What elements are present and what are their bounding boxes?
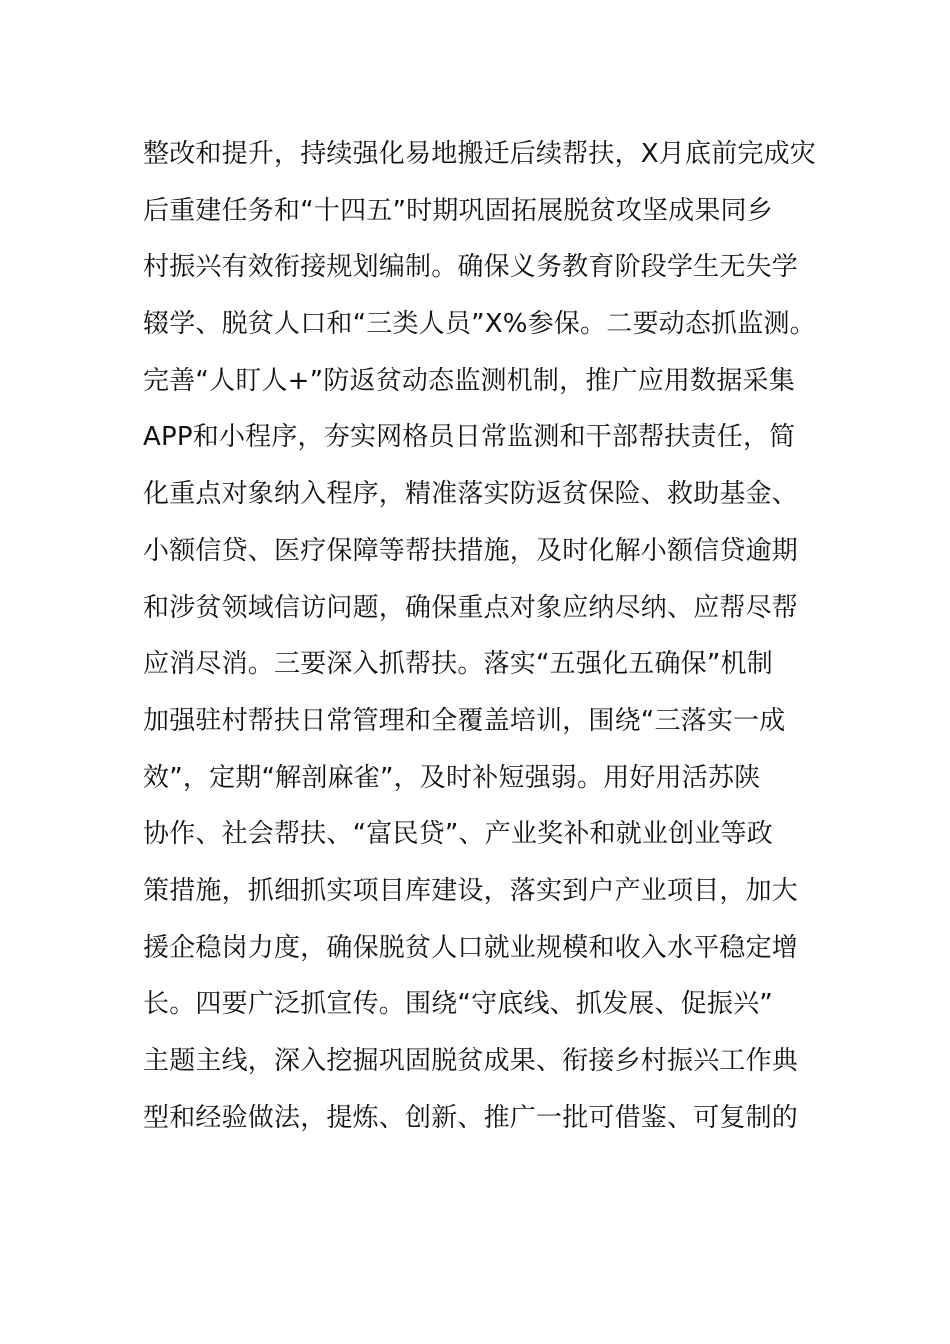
text-line: 完善“人盯人+”防返贫动态监测机制，推广应用数据采集 <box>143 365 795 396</box>
text-line: 加强驻村帮扶日常管理和全覆盖培训，围绕“三落实一成 <box>143 705 786 736</box>
text-line: 长。四要广泛抓宣传。围绕“守底线、抓发展、促振兴” <box>143 989 773 1020</box>
text-line: 化重点对象纳入程序，精准落实防返贫保险、救助基金、 <box>143 479 799 510</box>
text-line: 策措施，抓细抓实项目库建设，落实到户产业项目，加大 <box>143 875 799 906</box>
text-line: 协作、社会帮扶、“富民贷”、产业奖补和就业创业等政 <box>143 819 773 850</box>
text-line: 村振兴有效衔接规划编制。确保义务教育阶段学生无失学 <box>143 252 799 283</box>
text-line: 效”，定期“解剖麻雀”，及时补短强弱。用好用活苏陕 <box>143 762 761 793</box>
text-line: 应消尽消。三要深入抓帮扶。落实“五强化五确保”机制 <box>143 649 773 680</box>
text-line: 后重建任务和“十四五”时期巩固拓展脱贫攻坚成果同乡 <box>143 195 773 226</box>
text-line: 型和经验做法，提炼、创新、推广一批可借鉴、可复制的 <box>143 1102 799 1133</box>
text-line: 整改和提升，持续强化易地搬迁后续帮扶，X月底前完成灾 <box>143 139 817 169</box>
text-line: 辍学、脱贫人口和“三类人员”X%参保。二要动态抓监测。 <box>143 309 816 340</box>
text-line: 主题主线，深入挖掘巩固脱贫成果、衔接乡村振兴工作典 <box>143 1046 799 1076</box>
body-text <box>143 126 823 1146</box>
text-line: APP和小程序，夯实网格员日常监测和干部帮扶责任，简 <box>143 422 796 453</box>
text-line: 小额信贷、医疗保障等帮扶措施，及时化解小额信贷逾期 <box>143 535 799 566</box>
text-line: 和涉贫领域信访问题，确保重点对象应纳尽纳、应帮尽帮 <box>143 592 799 623</box>
text-line: 援企稳岗力度，确保脱贫人口就业规模和收入水平稳定增 <box>143 932 799 963</box>
